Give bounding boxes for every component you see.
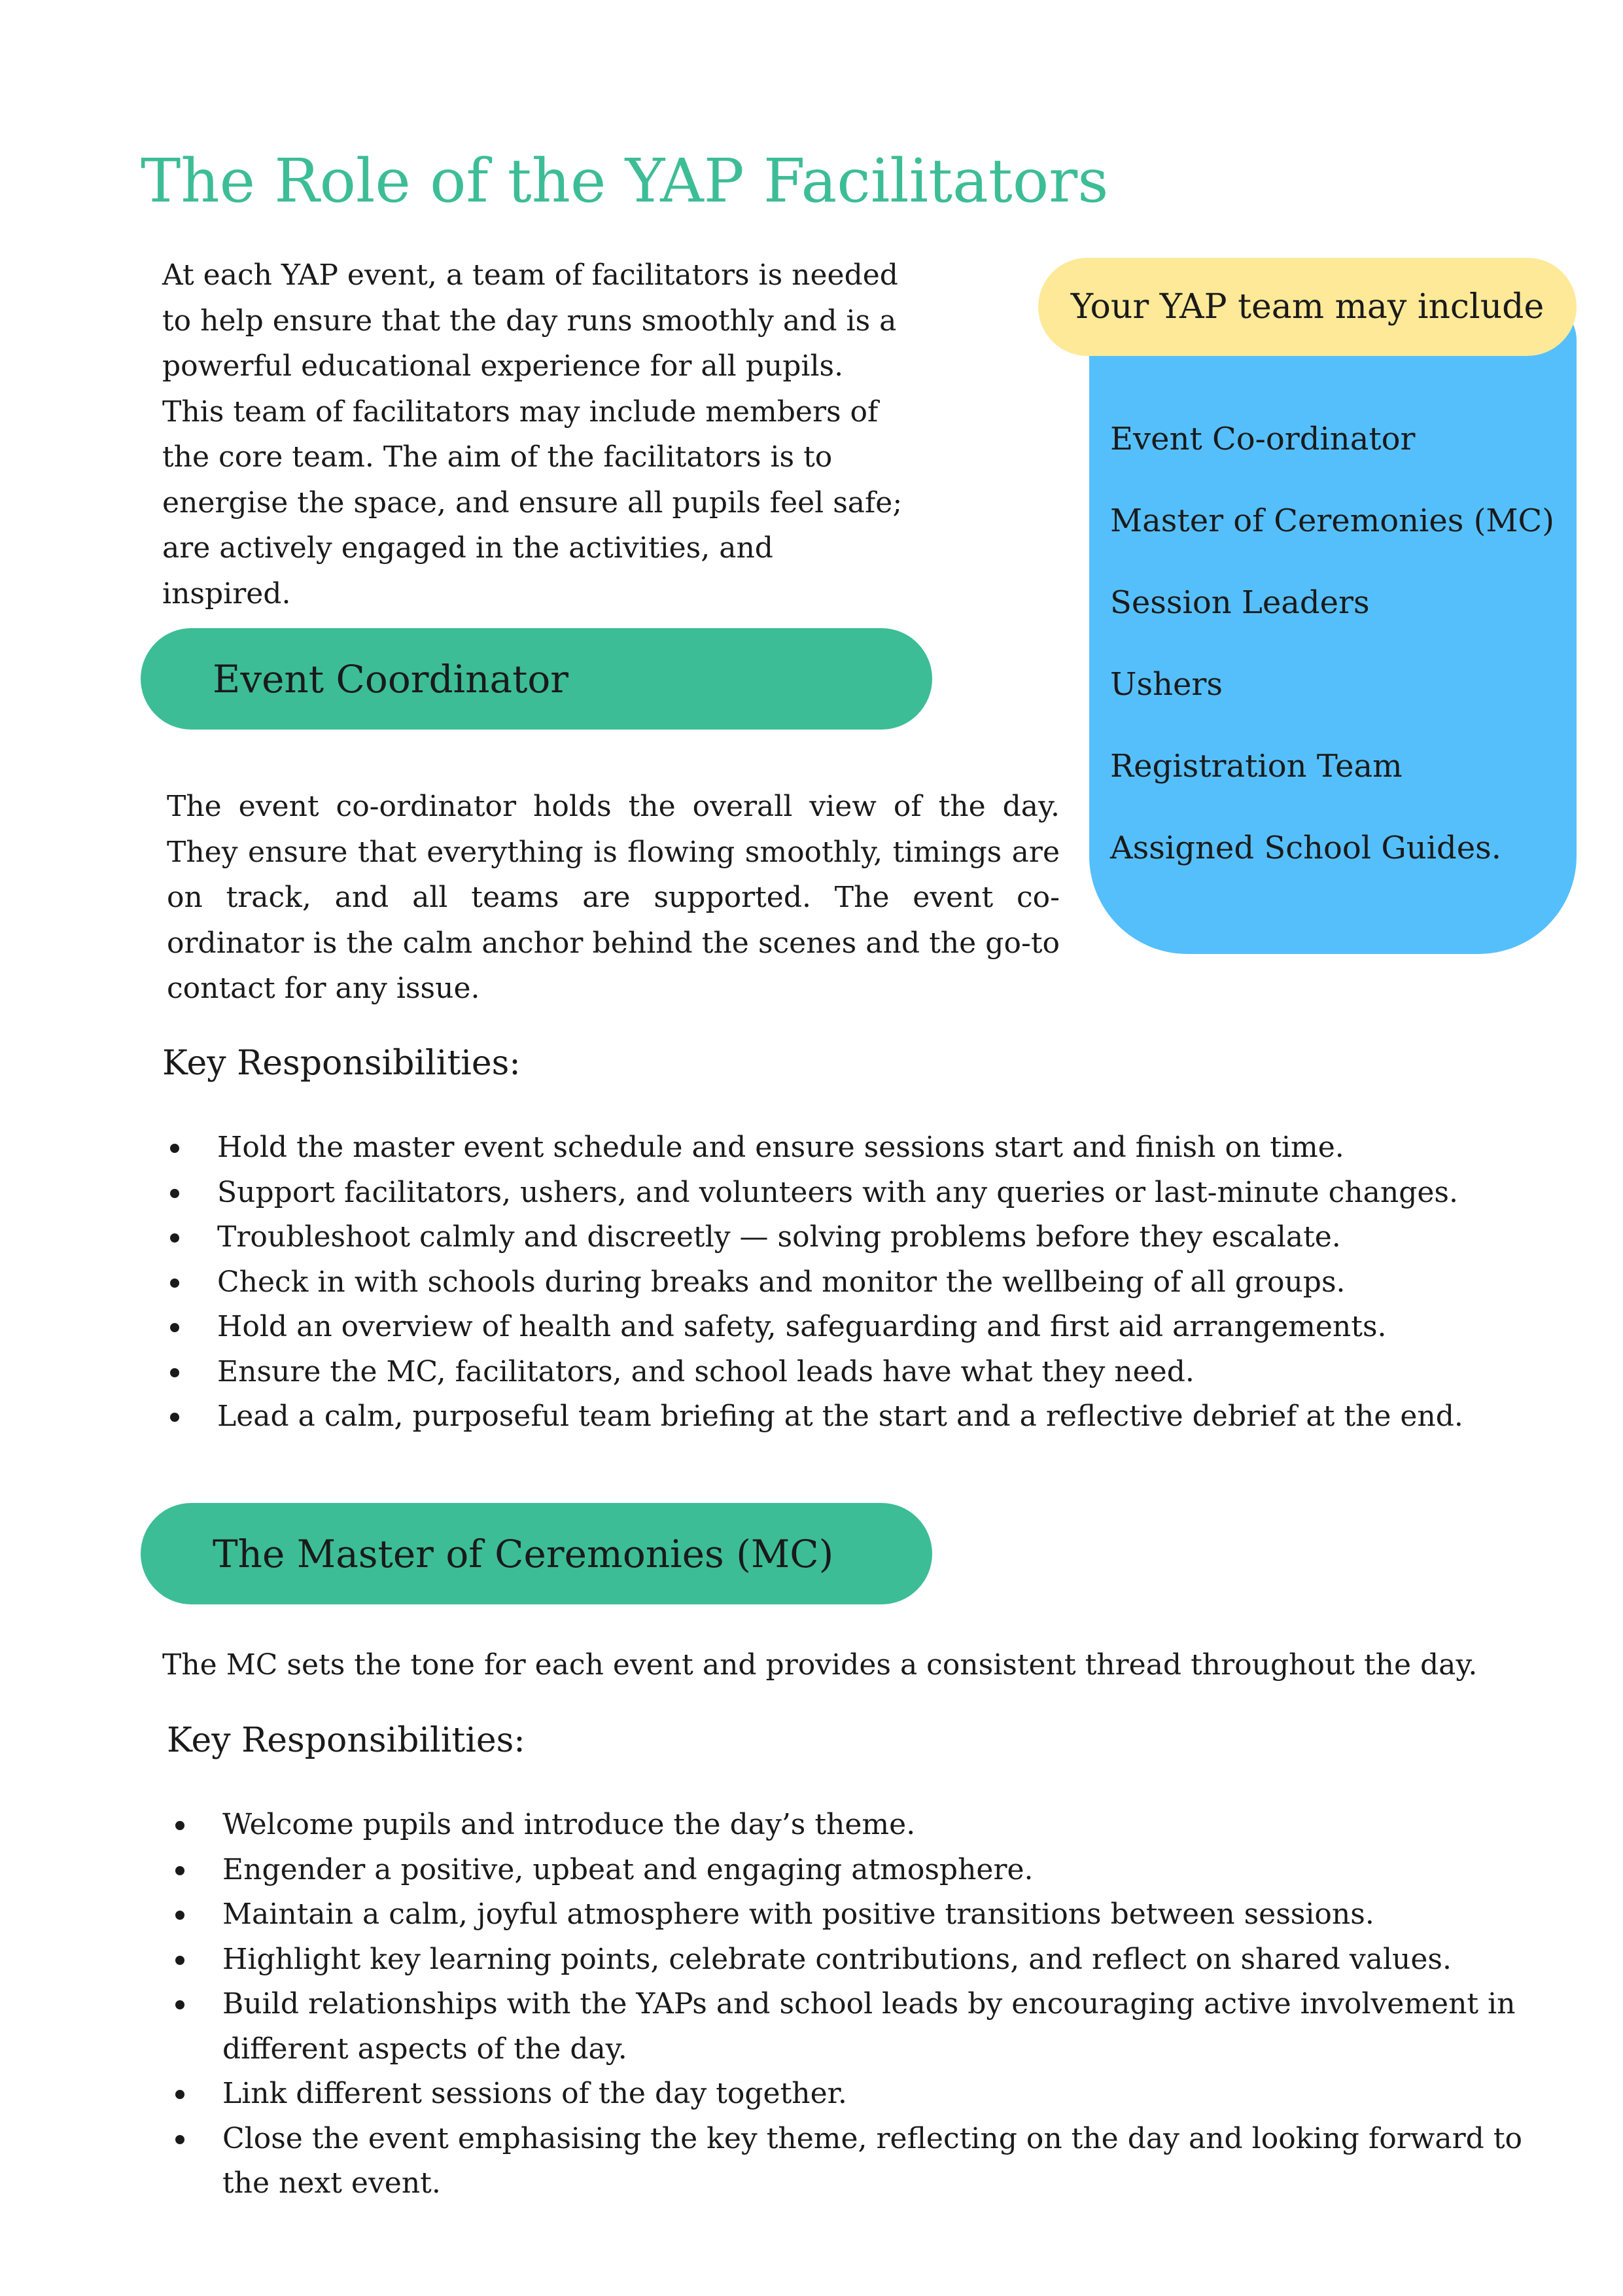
list-item: Hold the master event schedule and ensure sessions start and finish on time. [164, 1125, 1537, 1171]
bullet-icon [175, 2090, 184, 2099]
list-item: Close the event emphasising the key theme, reflecting on the day and looking forward to the next event. [169, 2117, 1543, 2206]
bullet-icon [175, 2135, 184, 2144]
intro-paragraph: At each YAP event, a team of facilitators is needed to help ensure that the day runs smoothly and is a powerful educational experience for all pupils. This team of facilitators may include members of the core team. The aim of the facilitators is to energise the space, and ensure all pupils feel safe; are actively engaged in the activities, and inspired. [162, 258, 903, 610]
list-item: Lead a calm, purposeful team briefing at the start and a reflective debrief at the end. [164, 1394, 1537, 1439]
bullet-icon [170, 1279, 179, 1288]
bullet-icon [175, 1866, 184, 1875]
list-item: Maintain a calm, joyful atmosphere with positive transitions between sessions. [169, 1892, 1543, 1937]
bullet-icon [175, 1821, 184, 1830]
bullet-icon [170, 1413, 179, 1422]
list-item: Engender a positive, upbeat and engaging atmosphere. [169, 1848, 1543, 1893]
list-item: Highlight key learning points, celebrate contributions, and reflect on shared values. [169, 1937, 1543, 1983]
master-of-ceremonies-description: The MC sets the tone for each event and provides a consistent thread throughout the day. [162, 1648, 1478, 1682]
event-coordinator-responsibilities-heading: Key Responsibilities: [162, 1044, 521, 1083]
page-title: The Role of the YAP Facilitators [141, 146, 1109, 216]
bullet-icon [175, 1956, 184, 1965]
list-item: Support facilitators, ushers, and volunteers with any queries or last-minute changes. [164, 1171, 1537, 1216]
team-list-item: Assigned School Guides. [1110, 830, 1502, 866]
team-list-item: Event Co-ordinator [1110, 421, 1416, 457]
bullet-icon [170, 1368, 179, 1377]
event-coordinator-heading: Event Coordinator [141, 628, 932, 730]
bullet-icon [175, 2000, 184, 2009]
master-of-ceremonies-responsibilities-heading: Key Responsibilities: [167, 1721, 525, 1760]
bullet-icon [175, 1911, 184, 1920]
team-list-item: Session Leaders [1110, 584, 1370, 621]
bullet-icon [170, 1189, 179, 1198]
team-list-item: Registration Team [1110, 748, 1403, 785]
master-of-ceremonies-heading: The Master of Ceremonies (MC) [141, 1503, 932, 1604]
event-coordinator-responsibilities [164, 1125, 1537, 1439]
bullet-icon [170, 1323, 179, 1332]
list-item: Link different sessions of the day together. [169, 2072, 1543, 2117]
list-item: Build relationships with the YAPs and school leads by encouraging active involvement in different aspects of the day. [169, 1982, 1543, 2072]
list-item: Troubleshoot calmly and discreetly — solving problems before they escalate. [164, 1215, 1537, 1260]
list-item: Check in with schools during breaks and monitor the wellbeing of all groups. [164, 1260, 1537, 1305]
bullet-icon [170, 1144, 179, 1153]
list-item: Ensure the MC, facilitators, and school leads have what they need. [164, 1350, 1537, 1395]
master-of-ceremonies-responsibilities [169, 1803, 1543, 2206]
bullet-icon [170, 1233, 179, 1243]
list-item: Hold an overview of health and safety, safeguarding and first aid arrangements. [164, 1305, 1537, 1350]
team-sidebar-heading: Your YAP team may include [1038, 258, 1577, 356]
list-item: Welcome pupils and introduce the day’s theme. [169, 1803, 1543, 1848]
team-list-item: Ushers [1110, 666, 1223, 703]
event-coordinator-description: The event co-ordinator holds the overall view of the day. They ensure that everything is flowing smoothly, timings are on track, and all teams are supported. The event co-ordinator is the calm anchor behind the scenes and the go-to contact for any issue. [167, 790, 1060, 1005]
team-list-item: Master of Ceremonies (MC) [1110, 503, 1555, 539]
team-list [1110, 413, 1554, 904]
